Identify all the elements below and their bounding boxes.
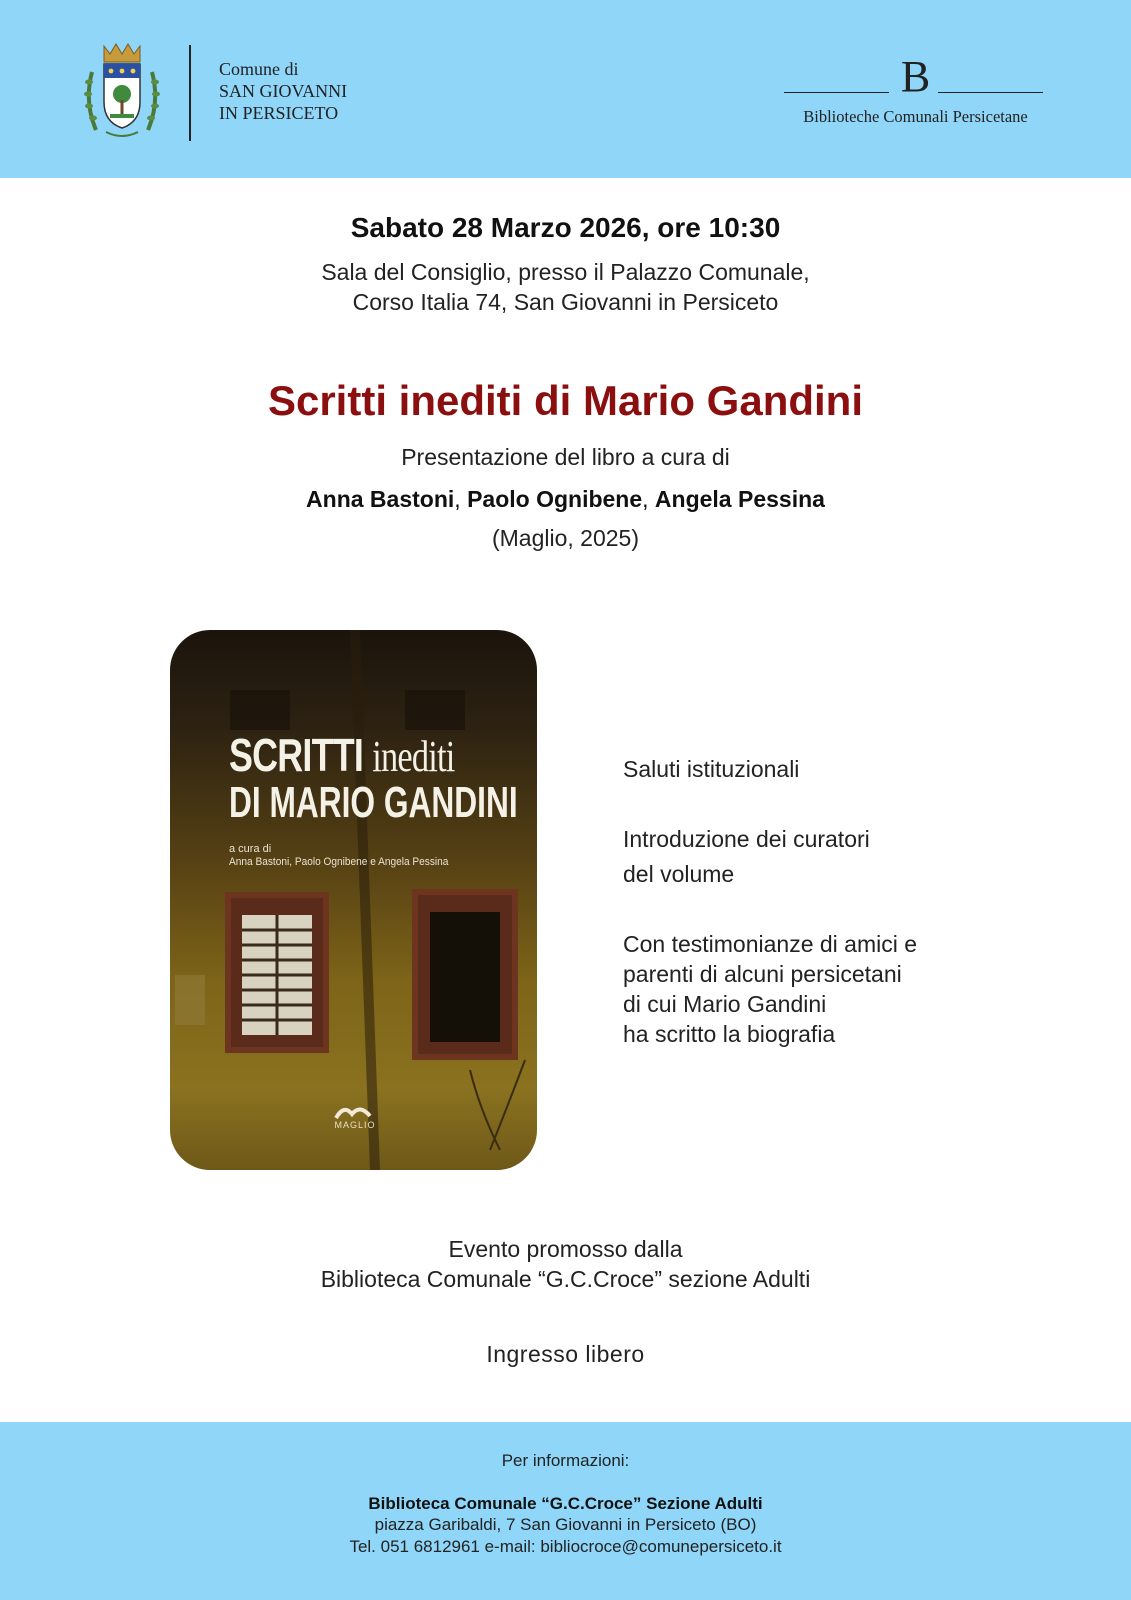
program-item-2-line-2: del volume bbox=[623, 861, 735, 887]
cover-title-word-2: inediti bbox=[372, 732, 455, 781]
author-3: Angela Pessina bbox=[654, 486, 825, 512]
comune-line-1: Comune di bbox=[219, 59, 299, 79]
footer-address: piazza Garibaldi, 7 San Giovanni in Persiceto (BO) bbox=[374, 1515, 757, 1534]
entry-note: Ingresso libero bbox=[486, 1341, 645, 1367]
cover-facade-illustration bbox=[170, 630, 537, 1170]
header-band bbox=[0, 0, 1131, 178]
cover-title-line-2: DI MARIO GANDINI bbox=[229, 778, 518, 827]
library-logo-letter: B bbox=[900, 52, 931, 101]
program-item-3-line-4: ha scritto la biografia bbox=[623, 1021, 836, 1047]
cover-curators: Anna Bastoni, Paolo Ognibene e Angela Pessina bbox=[229, 856, 449, 868]
program-item-3-line-2: parenti di alcuni persicetani bbox=[623, 961, 902, 987]
library-logo bbox=[784, 52, 1047, 127]
comune-name bbox=[219, 58, 347, 124]
program-item-2-line-1: Introduzione dei curatori bbox=[623, 826, 870, 852]
cover-title-word-1: SCRITTI bbox=[229, 729, 364, 781]
comune-line-3: IN PERSICETO bbox=[219, 103, 339, 123]
program-item-3-line-1: Con testimonianze di amici e bbox=[623, 931, 918, 957]
library-logo-name: Biblioteche Comunali Persicetane bbox=[803, 107, 1028, 126]
event-date: Sabato 28 Marzo 2026, ore 10:30 bbox=[350, 212, 781, 243]
author-separator: , bbox=[642, 486, 655, 512]
cover-title-line-1 bbox=[229, 730, 455, 782]
author-separator: , bbox=[454, 486, 468, 512]
author-1: Anna Bastoni bbox=[306, 486, 455, 512]
footer-info-label: Per informazioni: bbox=[501, 1451, 630, 1470]
program-item-1: Saluti istituzionali bbox=[623, 756, 800, 782]
cover-publisher-mark: MAGLIO bbox=[334, 1120, 376, 1130]
venue-line-2: Corso Italia 74, San Giovanni in Persiceto bbox=[352, 289, 779, 315]
book-cover-image bbox=[170, 630, 537, 1170]
cover-curated-label: a cura di bbox=[229, 843, 272, 855]
municipal-crest-icon bbox=[80, 42, 164, 142]
publisher-year: (Maglio, 2025) bbox=[491, 525, 640, 551]
comune-line-2: SAN GIOVANNI bbox=[219, 81, 348, 101]
footer-library-name: Biblioteca Comunale “G.C.Croce” Sezione Adulti bbox=[368, 1494, 763, 1513]
venue-line-1: Sala del Consiglio, presso il Palazzo Comunale, bbox=[321, 259, 810, 285]
program-item-3-line-3: di cui Mario Gandini bbox=[623, 991, 827, 1017]
author-2: Paolo Ognibene bbox=[467, 486, 643, 512]
event-title: Scritti inediti di Mario Gandini bbox=[267, 377, 864, 424]
header-divider bbox=[189, 45, 191, 141]
logo-rule-right bbox=[938, 92, 1043, 93]
promotion-line-1: Evento promosso dalla bbox=[448, 1236, 683, 1262]
authors-line bbox=[0, 486, 1131, 513]
event-subtitle: Presentazione del libro a cura di bbox=[401, 444, 730, 470]
promotion-line-2: Biblioteca Comunale “G.C.Croce” sezione Adulti bbox=[320, 1266, 811, 1292]
footer-contact: Tel. 051 6812961 e-mail: bibliocroce@comunepersiceto.it bbox=[349, 1537, 782, 1556]
